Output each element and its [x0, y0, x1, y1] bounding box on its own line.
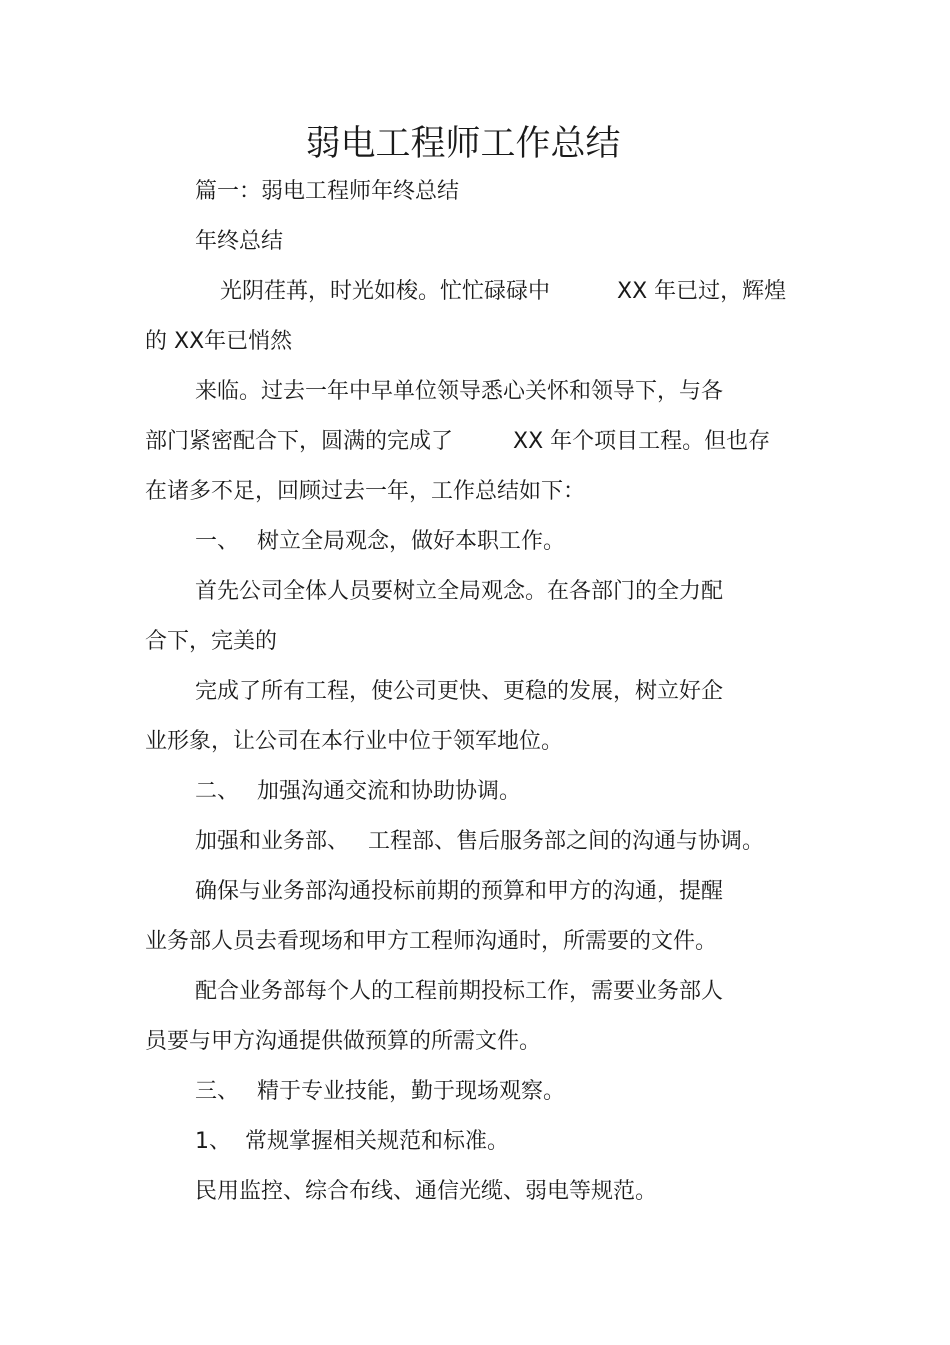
list-heading: 常规掌握相关规范和标准。	[245, 1129, 510, 1154]
paragraph-line	[220, 277, 550, 307]
section-heading: 篇一：弱电工程师年终总结	[195, 179, 460, 204]
paragraph-line: 首先公司全体人员要树立全局观念。在各部门的全力配	[195, 579, 724, 604]
list-heading: 精于专业技能，勤于现场观察。	[257, 1079, 566, 1104]
paragraph-line: 配合业务部每个人的工程前期投标工作，需要业务部人	[195, 979, 724, 1004]
paragraph-line: 来临。过去一年中早单位领导悉心关怀和领导下，与各	[195, 379, 724, 404]
text-segment: XX 年个项目工程。但也存	[513, 429, 771, 454]
paragraph-line: 工程部、售后服务部之间的沟通与协调。	[368, 829, 765, 854]
paragraph-line: 的 XX年已悄然	[145, 329, 293, 354]
paragraph-line: 员要与甲方沟通提供做预算的所需文件。	[145, 1029, 542, 1054]
text-segment: 光阴荏苒，时光如梭。忙忙碌碌中	[220, 279, 551, 304]
list-heading: 加强沟通交流和协助协调。	[257, 779, 522, 804]
list-number: 三、	[195, 1079, 240, 1104]
paragraph-line: 加强和业务部、	[195, 829, 350, 854]
list-number: 二、	[195, 779, 240, 804]
text-segment: XX 年已过，辉煌	[617, 279, 787, 304]
paragraph-line: 业务部人员去看现场和甲方工程师沟通时，所需要的文件。	[145, 929, 718, 954]
paragraph-line: 完成了所有工程，使公司更快、更稳的发展，树立好企	[195, 679, 724, 704]
list-heading: 树立全局观念，做好本职工作。	[257, 529, 566, 554]
paragraph-line: 合下，完美的	[145, 629, 278, 654]
document-title: 弱电工程师工作总结	[305, 124, 621, 164]
paragraph-line	[513, 427, 770, 457]
list-number: 1、	[195, 1129, 231, 1154]
list-number: 一、	[195, 529, 240, 554]
paragraph-line	[617, 277, 786, 307]
paragraph-line: 民用监控、综合布线、通信光缆、弱电等规范。	[195, 1179, 658, 1204]
paragraph-line: 确保与业务部沟通投标前期的预算和甲方的沟通，提醒	[195, 879, 724, 904]
paragraph-line: 在诸多不足，回顾过去一年，工作总结如下：	[145, 479, 586, 504]
subheading: 年终总结	[195, 229, 284, 254]
text-segment: 部门紧密配合下，圆满的完成了	[145, 429, 454, 454]
paragraph-line: 业形象，让公司在本行业中位于领军地位。	[145, 729, 564, 754]
paragraph-line	[145, 427, 453, 457]
